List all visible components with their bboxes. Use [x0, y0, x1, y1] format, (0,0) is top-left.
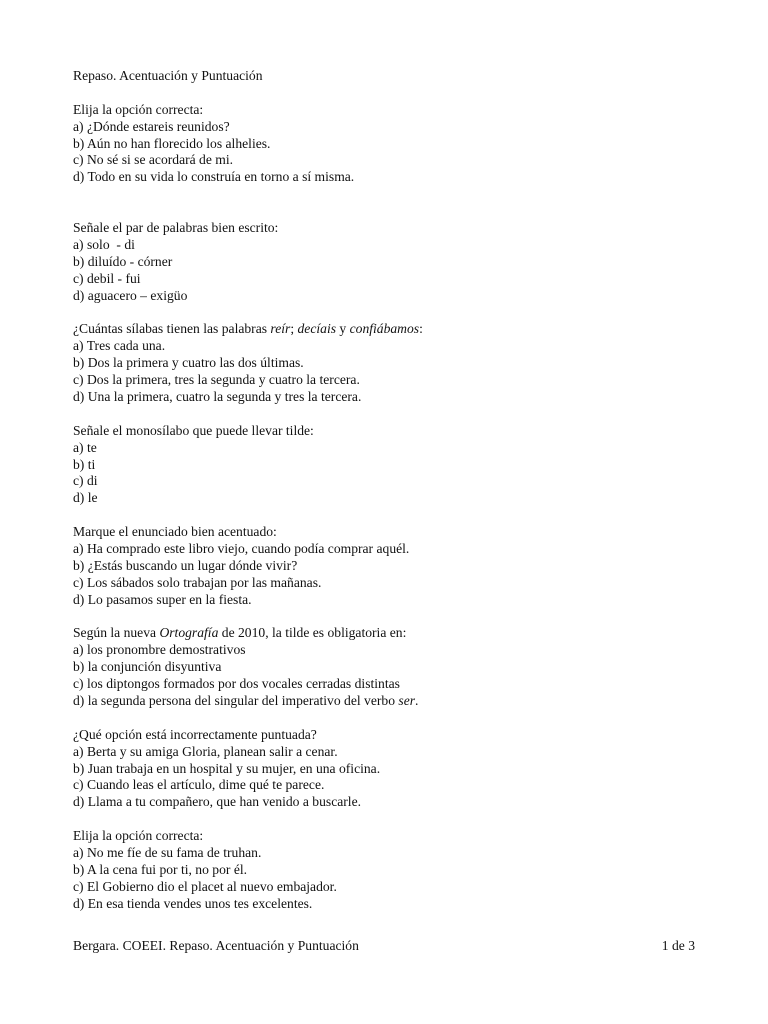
option-c: c) Cuando leas el artículo, dime qué te parece. [73, 777, 325, 793]
option-d: d) Lo pasamos super en la fiesta. [73, 591, 252, 607]
document-body [73, 68, 713, 913]
option-b: b) Juan trabaja en un hospital y su mujer, en una oficina. [73, 760, 381, 776]
option-end: . [415, 692, 419, 708]
option-d: d) aguacero – exigüo [73, 287, 188, 303]
option-a: a) solo - di [73, 236, 135, 252]
question-6 [73, 625, 713, 709]
option-d: d) En esa tienda vendes unos tes excelentes. [73, 895, 313, 911]
separator: ; [290, 321, 298, 337]
option-b: b) Aún no han florecido los alhelies. [73, 135, 271, 151]
option-a: a) Ha comprado este libro viejo, cuando podía comprar aquél. [73, 540, 410, 556]
option-c: c) los diptongos formados por dos vocales cerradas distintas [73, 676, 400, 692]
option-a: a) Berta y su amiga Gloria, planean salir a cenar. [73, 743, 338, 759]
option-a: a) los pronombre demostrativos [73, 642, 246, 658]
word-ser: ser [398, 692, 416, 708]
page-number: 1 de 3 [661, 938, 695, 953]
prompt-text: ¿Cuántas sílabas tienen las palabras [73, 321, 271, 337]
question-8 [73, 828, 713, 912]
option-d [73, 693, 713, 710]
question-3 [73, 321, 713, 405]
option-a: a) Tres cada una. [73, 338, 166, 354]
question-2 [73, 220, 713, 304]
option-b: b) Dos la primera y cuatro las dos últimas. [73, 355, 304, 371]
question-1 [73, 102, 713, 186]
question-5 [73, 524, 713, 608]
footer-title: Bergara. COEEI. Repaso. Acentuación y Puntuación [73, 938, 359, 953]
page-footer [73, 937, 695, 955]
question-prompt [73, 625, 713, 642]
option-b: b) ¿Estás buscando un lugar dónde vivir? [73, 557, 298, 573]
question-4 [73, 423, 713, 507]
question-prompt: Señale el par de palabras bien escrito: [73, 220, 279, 236]
option-c: c) di [73, 473, 98, 489]
option-a: a) ¿Dónde estareis reunidos? [73, 118, 230, 134]
question-7 [73, 727, 713, 811]
document-title: Repaso. Acentuación y Puntuación [73, 68, 263, 83]
option-d: d) Llama a tu compañero, que han venido a buscarle. [73, 794, 361, 810]
prompt-text: Según la nueva [73, 625, 160, 641]
question-prompt [73, 321, 713, 338]
option-d: d) le [73, 490, 98, 506]
separator: y [336, 321, 350, 337]
option-d: d) Una la primera, cuatro la segunda y tres la tercera. [73, 388, 362, 404]
option-text: d) la segunda persona del singular del imperativo del verbo [73, 692, 399, 708]
option-b: b) ti [73, 456, 96, 472]
prompt-end: : [419, 321, 423, 337]
prompt-end: de 2010, la tilde es obligatoria en: [218, 625, 407, 641]
option-c: c) debil - fui [73, 270, 141, 286]
option-a: a) te [73, 439, 97, 455]
question-prompt: Elija la opción correcta: [73, 828, 204, 844]
question-prompt: Elija la opción correcta: [73, 101, 204, 117]
option-b: b) diluído - córner [73, 253, 173, 269]
question-prompt: ¿Qué opción está incorrectamente puntuada? [73, 726, 317, 742]
option-c: c) Dos la primera, tres la segunda y cuatro la tercera. [73, 372, 360, 388]
option-c: c) Los sábados solo trabajan por las mañanas. [73, 574, 322, 590]
word-deciais: decíais [297, 321, 337, 337]
word-ortografia: Ortografía [159, 625, 219, 641]
word-reir: reír [270, 321, 291, 337]
option-d: d) Todo en su vida lo construía en torno a sí misma. [73, 169, 355, 185]
word-confiabamos: confiábamos [349, 321, 420, 337]
question-prompt: Marque el enunciado bien acentuado: [73, 524, 277, 540]
option-b: b) A la cena fui por ti, no por él. [73, 861, 248, 877]
option-a: a) No me fíe de su fama de truhan. [73, 844, 262, 860]
option-c: c) No sé si se acordará de mi. [73, 152, 234, 168]
option-c: c) El Gobierno dio el placet al nuevo embajador. [73, 878, 337, 894]
question-prompt: Señale el monosílabo que puede llevar tilde: [73, 422, 314, 438]
option-b: b) la conjunción disyuntiva [73, 659, 222, 675]
